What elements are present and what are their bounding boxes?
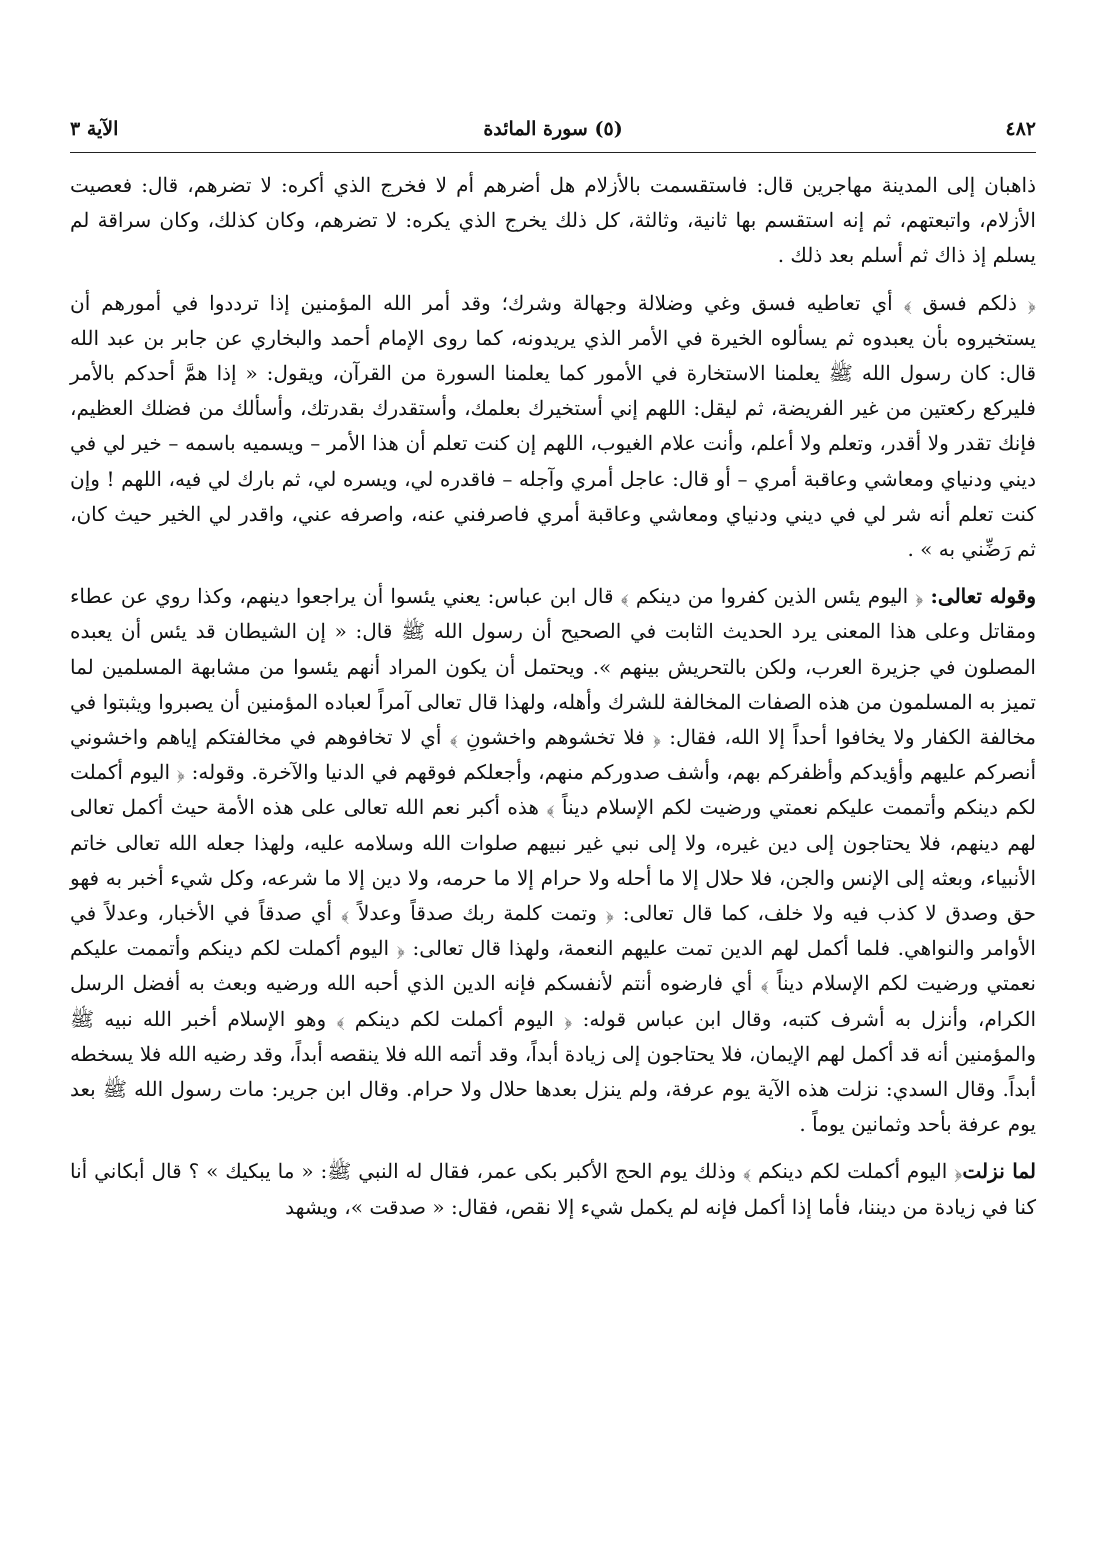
verse-label: الآية ٣: [70, 118, 119, 140]
paragraph: [70, 168, 1036, 274]
tafsir-body: [70, 168, 1036, 1237]
paragraph-lead: وقوله تعالى:: [930, 584, 1036, 609]
page-header: [70, 118, 1036, 148]
paragraph-text: ذاهبان إلى المدينة مهاجرين قال: فاستقسمت بالأزلام هل أضرهم أم لا فخرج الذي أكره: لا تضرهم، قال: فعصيت الأزلام، واتبعتهم، ثم إنه استقسم بها ثانية، وثالثة، كل ذلك يخرج الذي يكره: لا تضرهم، وكان كذلك، وكان سراقة لم يسلم إذ ذاك ثم أسلم بعد ذلك .: [70, 173, 1036, 268]
surah-title: (٥) سورة المائدة: [483, 118, 623, 140]
paragraph-text: ﴿ ذلكم فسق ﴾ أي تعاطيه فسق وغي وضلالة وجهالة وشرك؛ وقد أمر الله المؤمنين إذا ترددوا في أمورهم أن يستخيروه بأن يعبدوه ثم يسألوه الخيرة في الأمر الذي يريدونه، كما روى الإمام أحمد والبخاري عن جابر بن عبد الله قال: كان رسول الله ﷺ يعلمنا الاستخارة في الأمور كما يعلمنا السورة من القرآن، ويقول: « إذا همَّ أحدكم بالأمر فليركع ركعتين من غير الفريضة، ثم ليقل: اللهم إني أستخيرك بعلمك، وأستقدرك بقدرتك، وأسألك من فضلك العظيم، فإنك تقدر ولا أقدر، وتعلم ولا أعلم، وأنت علام الغيوب، اللهم إن كنت تعلم أن هذا الأمر – ويسميه باسمه – خير لي في ديني ودنياي ومعاشي وعاقبة أمري – أو قال: عاجل أمري وآجله – فاقدره لي، ويسره لي، ثم بارك لي فيه، اللهم ! وإن كنت تعلم أنه شر لي في ديني ودنياي ومعاشي وعاقبة أمري فاصرفني عنه، واصرفه عني، واقدر لي الخير حيث كان، ثم رَضِّني به » .: [70, 290, 1036, 562]
header-divider: [70, 152, 1036, 153]
paragraph: [70, 1154, 1036, 1224]
paragraph-text: ﴿ اليوم يئس الذين كفروا من دينكم ﴾ قال ابن عباس: يعني يئسوا أن يراجعوا دينهم، وكذا روي عن عطاء ومقاتل وعلى هذا المعنى يرد الحديث الثابت في الصحيح أن رسول الله ﷺ قال: « إن الشيطان قد يئس أن يعبده المصلون في جزيرة العرب، ولكن بالتحريش بينهم ». ويحتمل أن يكون المراد أنهم يئسوا من مشابهة المسلمين لما تميز به المسلمون من هذه الصفات المخالفة للشرك وأهله، ولهذا قال تعالى آمراً لعباده المؤمنين أن يصبروا ويثبتوا في مخالفة الكفار ولا يخافوا أحداً إلا الله، فقال: ﴿ فلا تخشوهم واخشونِ ﴾ أي لا تخافوهم في مخالفتكم إياهم واخشوني أنصركم عليهم وأؤيدكم وأظفركم بهم، وأشف صدوركم منهم، وأجعلكم فوقهم في الدنيا والآخرة. وقوله: ﴿ اليوم أكملت لكم دينكم وأتممت عليكم نعمتي ورضيت لكم الإسلام ديناً ﴾ هذه أكبر نعم الله تعالى على هذه الأمة حيث أكمل تعالى لهم دينهم، فلا يحتاجون إلى دين غيره، ولا إلى نبي غير نبيهم صلوات الله وسلامه عليه، ولهذا جعله الله تعالى خاتم الأنبياء، وبعثه إلى الإنس والجن، فلا حلال إلا ما أحله ولا حرام إلا ما حرمه، ولا دين إلا ما شرعه، وكل شيء أخبر به فهو حق وصدق لا كذب فيه ولا خلف، كما قال تعالى: ﴿ وتمت كلمة ربك صدقاً وعدلاً ﴾ أي صدقاً في الأخبار، وعدلاً في الأوامر والنواهي. فلما أكمل لهم الدين تمت عليهم النعمة، ولهذا قال تعالى: ﴿ اليوم أكملت لكم دينكم وأتممت عليكم نعمتي ورضيت لكم الإسلام ديناً ﴾ أي فارضوه أنتم لأنفسكم فإنه الدين الذي أحبه الله ورضيه وبعث به أفضل الرسل الكرام، وأنزل به أشرف كتبه، وقال ابن عباس قوله: ﴿ اليوم أكملت لكم دينكم ﴾ وهو الإسلام أخبر الله نبيه ﷺ والمؤمنين أنه قد أكمل لهم الإيمان، فلا يحتاجون إلى زيادة أبداً، وقد أتمه الله فلا ينقصه أبداً، وقد رضيه الله فلا يسخطه أبداً. وقال السدي: نزلت هذه الآية يوم عرفة، ولم ينزل بعدها حلال ولا حرام. وقال ابن جرير: مات رسول الله ﷺ بعد يوم عرفة بأحد وثمانين يوماً .: [70, 584, 1036, 1137]
page-number: ٤٨٢: [1005, 118, 1036, 140]
paragraph: [70, 579, 1036, 1142]
paragraph: [70, 286, 1036, 568]
paragraph-lead: لما نزلت: [962, 1159, 1037, 1184]
paragraph-text: ﴿ اليوم أكملت لكم دينكم ﴾ وذلك يوم الحج الأكبر بكى عمر، فقال له النبي ﷺ: « ما يبكيك » ؟ قال أبكاني أنا كنا في زيادة من ديننا، فأما إذا أكمل فإنه لم يكمل شيء إلا نقص، فقال: « صدقت »، ويشهد: [70, 1159, 1036, 1219]
